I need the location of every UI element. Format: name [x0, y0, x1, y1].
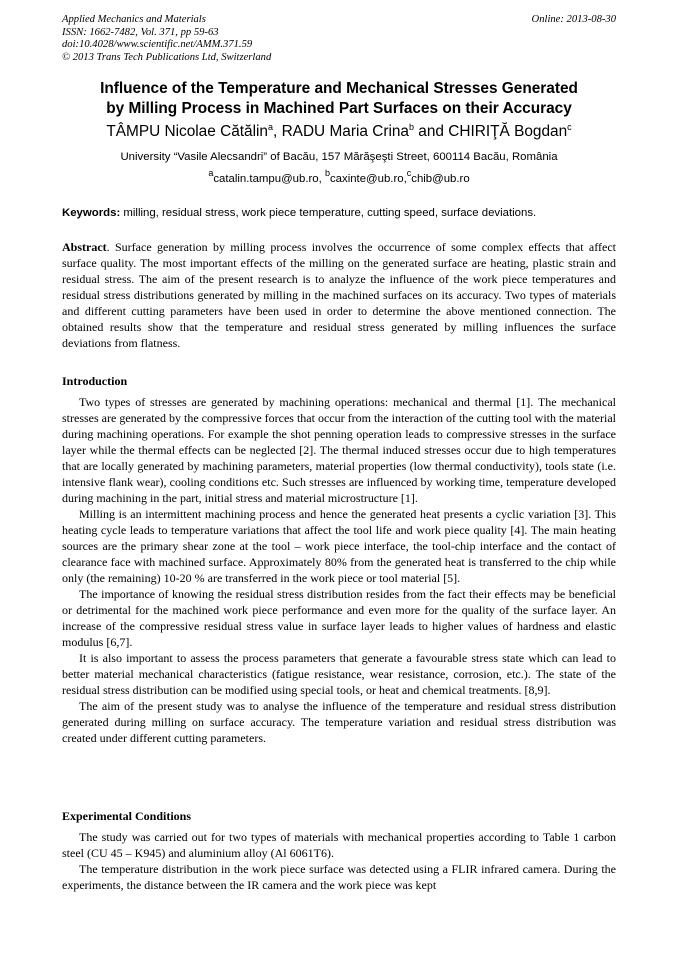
abstract-label: Abstract: [62, 240, 107, 254]
paper-title: [62, 79, 616, 119]
email-1: catalin.tampu@ub.ro,: [213, 173, 325, 185]
author-list: [62, 122, 616, 142]
author-3-affil-mark: c: [567, 122, 572, 132]
affiliation: University “Vasile Alecsandri” of Bacău, 157 Mărăşeşti Street, 600114 Bacău, România: [120, 151, 558, 163]
email-2-mark: b: [324, 168, 330, 178]
keywords-text: milling, residual stress, work piece temperature, cutting speed, surface deviations.: [120, 207, 537, 219]
paragraph: The aim of the present study was to analyse the influence of the temperature and residual stress distribution generated during milling on surface accuracy. The temperature variation and residual stress distribution was created under different cutting parameters.: [62, 699, 616, 745]
author-2-affil-mark: b: [409, 122, 415, 132]
section-heading-introduction: Introduction: [62, 374, 128, 388]
paragraph: The importance of knowing the residual stress distribution resides from the fact their effects may be beneficial or detrimental for the machined work piece performance and even more for the quality of the surface layer. An increase of the compressive residual stress value in surface layer leads to higher values of hardness and elastic modulus [6,7].: [62, 587, 616, 649]
introduction-body: [62, 394, 616, 746]
title-line-2: by Milling Process in Machined Part Surfaces on their Accuracy: [106, 100, 572, 117]
email-1-mark: a: [208, 168, 214, 178]
email-list: [62, 168, 616, 187]
email-3: chib@ub.ro: [411, 173, 470, 185]
online-date: Online: 2013-08-30: [531, 14, 616, 25]
abstract-block: [62, 239, 616, 351]
author-separator: ,: [273, 123, 282, 140]
author-2: RADU Maria Crina: [281, 123, 409, 140]
section-heading-experimental-conditions: Experimental Conditions: [62, 809, 192, 823]
abstract-text: . Surface generation by milling process involves the occurrence of some complex effects that affect surface quality. The most important effects of the milling on the generated surface are heating, plastic strain and residual stress. The aim of the present research is to analyze the influence of the work piece temperatures and residual stress distributions generated by milling in the machined surfaces on its accuracy. Two types of materials and different cutting parameters have been used in order to determine the above mentioned connection. The obtained results show that the temperature and residual stress generated by milling influences the surface deviations from flatness.: [62, 240, 616, 350]
journal-header: [62, 14, 616, 64]
author-1-affil-mark: a: [267, 122, 273, 132]
email-3-mark: c: [406, 168, 412, 178]
copyright-line: © 2013 Trans Tech Publications Ltd, Switzerland: [62, 51, 272, 63]
doi-line: doi:10.4028/www.scientific.net/AMM.371.59: [62, 39, 253, 51]
journal-name: Applied Mechanics and Materials: [62, 14, 206, 25]
title-line-1: Influence of the Temperature and Mechanical Stresses Generated: [100, 80, 578, 97]
paragraph: The study was carried out for two types of materials with mechanical properties according to Table 1 carbon steel (CU 45 – K945) and aluminium alloy (Al 6061T6).: [62, 830, 616, 860]
experimental-body: [62, 829, 616, 893]
email-2: caxinte@ub.ro,: [329, 173, 407, 185]
paragraph: Milling is an intermittent machining process and hence the generated heat presents a cyclic variation [3]. This heating cycle leads to temperature variations that affect the tool life and work piece quality [4]. The main heating sources are the primary shear zone at the tool – work piece interface, the tool-chip interface and the contact of clearance face with machined surface. Approximately 80% from the generated heat is transferred to the chip while only (the remaining) 10-20 % are transferred in the work piece or tool material [5].: [62, 507, 616, 585]
author-3: CHIRIŢĂ Bogdan: [448, 123, 568, 140]
keywords-block: [62, 205, 616, 221]
paragraph: Two types of stresses are generated by machining operations: mechanical and thermal [1]. The mechanical stresses are generated by the compressive forces that occur from the interaction of the cutting tool with the material during machining operations. For example the shot penning operation leads to compressive stresses in the surface layer while the thermal effects can be neglected [2]. The thermal induced stresses occur due to high temperatures that are locally generated by machining parameters, material properties (low thermal conductivity), tools state (i.e. intensive flank wear), cooling conditions etc. Such stresses are influenced by working time, temperature developed during machining in the part, initial stress and material microstructure [1].: [62, 395, 616, 505]
keywords-label: Keywords:: [62, 207, 121, 219]
author-1: TÂMPU Nicolae Cătălin: [106, 123, 268, 140]
paragraph: The temperature distribution in the work piece surface was detected using a FLIR infrared camera. During the experiments, the distance between the IR camera and the work piece was kept: [62, 862, 616, 892]
paragraph: It is also important to assess the process parameters that generate a favourable stress state which can lead to better material mechanical characteristics (fatigue resistance, wear resistance, corrosion, etc.). The state of the residual stress distribution can be modified using special tools, or heat and chemical treatments. [8,9].: [62, 651, 616, 697]
author-separator: and: [414, 123, 449, 140]
issn-line: ISSN: 1662-7482, Vol. 371, pp 59-63: [62, 26, 219, 38]
